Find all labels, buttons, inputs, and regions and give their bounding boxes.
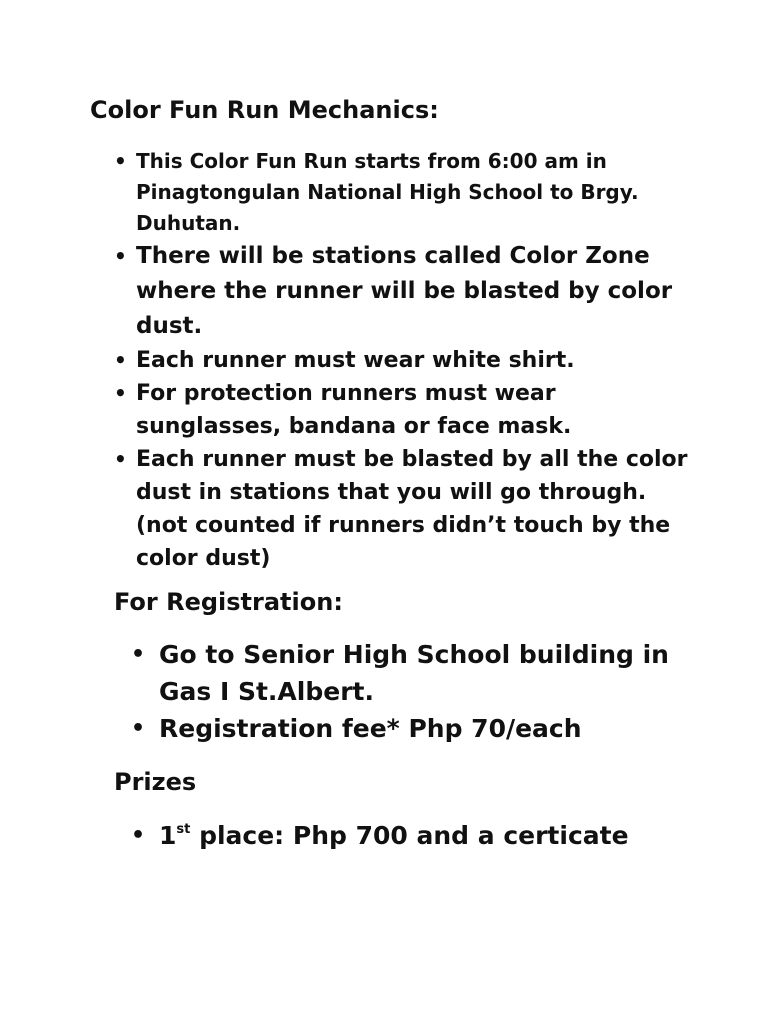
- bullet-icon: •: [114, 149, 127, 173]
- bullet-icon: •: [131, 823, 146, 848]
- list-item: [131, 710, 719, 747]
- list-item: [114, 146, 696, 239]
- bullet-icon: •: [131, 716, 146, 741]
- prizes-heading: Prizes: [114, 768, 197, 796]
- list-item: [114, 377, 696, 443]
- prize-text: place: Php 700 and a certicate: [190, 821, 629, 850]
- registration-text: Registration fee* Php 70/each: [159, 714, 582, 743]
- bullet-icon: •: [114, 447, 127, 471]
- mechanics-list: [114, 146, 696, 575]
- page-title: Color Fun Run Mechanics:: [90, 96, 439, 124]
- bullet-icon: •: [114, 244, 127, 268]
- prizes-list: [131, 816, 719, 856]
- mechanic-text: There will be stations called Color Zone where the runner will be blasted by color dust.: [136, 243, 673, 339]
- list-item: [114, 239, 696, 344]
- mechanic-text: Each runner must wear white shirt.: [136, 348, 575, 373]
- list-item: [131, 636, 719, 710]
- registration-text: Go to Senior High School building in Gas I St.Albert.: [159, 640, 669, 706]
- mechanic-text: For protection runners must wear sunglasses, bandana or face mask.: [136, 381, 572, 439]
- list-item: [131, 816, 719, 856]
- prize-place-suffix: st: [176, 822, 191, 837]
- bullet-icon: •: [131, 642, 146, 667]
- registration-heading: For Registration:: [114, 588, 343, 616]
- registration-list: [131, 636, 719, 747]
- prize-place-number: 1: [159, 821, 177, 850]
- list-item: [114, 443, 696, 575]
- bullet-icon: •: [114, 348, 127, 372]
- list-item: [114, 344, 696, 377]
- bullet-icon: •: [114, 381, 127, 405]
- mechanic-text: This Color Fun Run starts from 6:00 am in Pinagtongulan National High School to Brgy. Duhutan.: [136, 149, 639, 235]
- mechanic-text: Each runner must be blasted by all the color dust in stations that you will go through. (not counted if runners didn’t touch by the color dust): [136, 447, 688, 571]
